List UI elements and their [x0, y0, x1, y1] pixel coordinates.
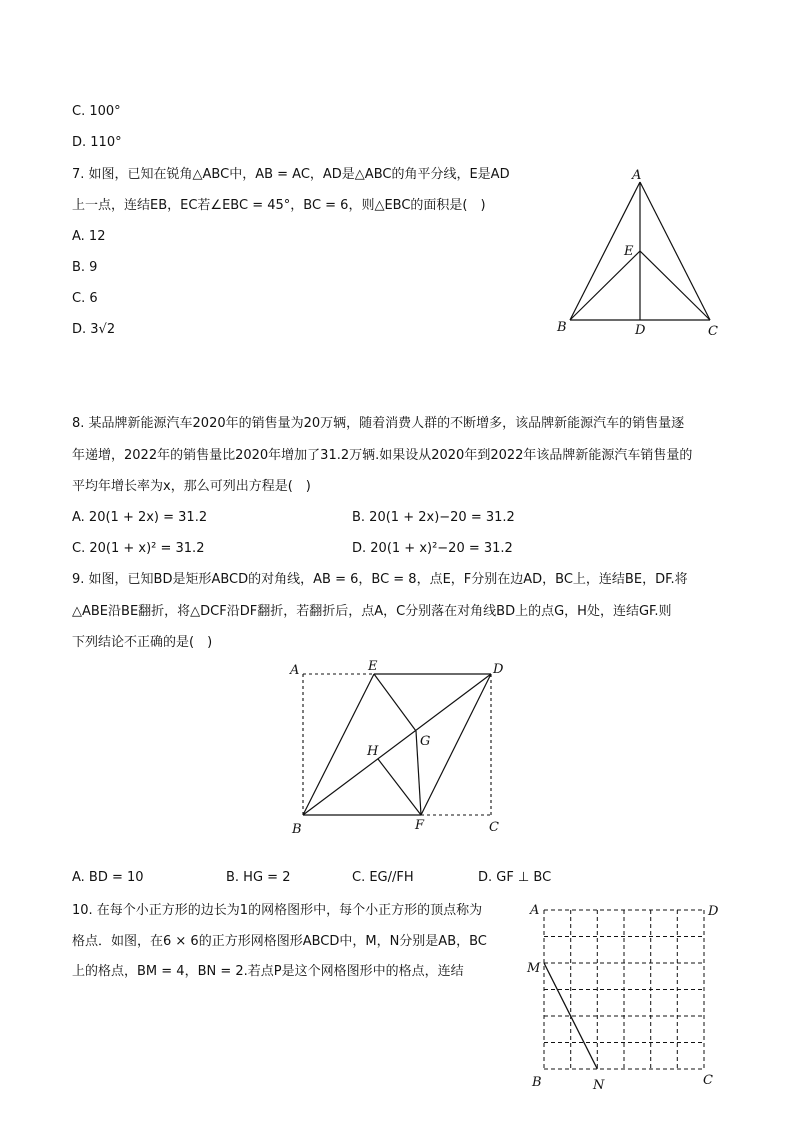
q7-label-a: A	[632, 168, 642, 183]
q9-option-a: A. BD = 10	[72, 870, 144, 885]
q7-label-e: E	[624, 244, 634, 259]
q7-option-b: B. 9	[72, 260, 98, 275]
q10-stem-line1: 10. 在每个小正方形的边长为1的网格图形中，每个小正方形的顶点称为	[72, 903, 483, 918]
q10-stem-line2: 格点．如图，在6 × 6的正方形网格图形ABCD中，M，N分别是AB，BC	[72, 934, 487, 949]
q8-option-b: B. 20(1 + 2x)−20 = 31.2	[352, 510, 515, 525]
q7-label-c: C	[708, 324, 718, 339]
q7-label-b: B	[557, 320, 567, 335]
q10-label-a: A	[530, 903, 540, 918]
q7-option-c: C. 6	[72, 291, 98, 306]
q9-label-e: E	[368, 659, 378, 674]
q8-option-c: C. 20(1 + x)² = 31.2	[72, 541, 205, 556]
q9-label-d: D	[493, 662, 504, 677]
q7-option-d: D. 3√2	[72, 322, 116, 337]
q9-option-c: C. EG//FH	[352, 870, 414, 885]
q8-stem-line1: 8. 某品牌新能源汽车2020年的销售量为20万辆，随着消费人群的不断增多，该品牌新能源汽车的销售量逐	[72, 416, 685, 431]
q9-stem-line1: 9. 如图，已知BD是矩形ABCD的对角线，AB = 6，BC = 8，点E，F分别在边AD，BC上，连结BE，DF.将	[72, 572, 688, 587]
q9-label-h: H	[367, 744, 379, 759]
q8-stem-line3: 平均年增长率为x，那么可列出方程是( )	[72, 479, 311, 494]
q6-option-d: D. 110°	[72, 135, 122, 150]
q10-label-c: C	[703, 1073, 713, 1088]
q10-label-n: N	[593, 1078, 605, 1093]
q10-label-m: M	[527, 961, 541, 976]
q10-label-d: D	[708, 904, 719, 919]
q7-option-a: A. 12	[72, 229, 106, 244]
q8-option-a: A. 20(1 + 2x) = 31.2	[72, 510, 208, 525]
q7-stem-line1: 7. 如图，已知在锐角△ABC中，AB = AC，AD是△ABC的角平分线，E是AD	[72, 167, 510, 182]
q9-label-f: F	[415, 818, 425, 833]
q9-label-c: C	[489, 820, 499, 835]
q10-label-b: B	[532, 1075, 542, 1090]
q6-option-c: C. 100°	[72, 104, 121, 119]
q9-label-g: G	[420, 734, 431, 749]
q9-stem-line2: △ABE沿BE翻折，将△DCF沿DF翻折，若翻折后，点A，C分别落在对角线BD上的点G，H处，连结GF.则	[72, 604, 672, 619]
q7-label-d: D	[635, 323, 646, 338]
q9-label-b: B	[292, 822, 302, 837]
q9-stem-line3: 下列结论不正确的是( )	[72, 635, 213, 650]
q9-label-a: A	[290, 663, 300, 678]
q8-option-d: D. 20(1 + x)²−20 = 31.2	[352, 541, 513, 556]
q9-option-b: B. HG = 2	[226, 870, 291, 885]
q9-option-d: D. GF ⊥ BC	[478, 870, 552, 885]
q10-stem-line3: 上的格点，BM = 4，BN = 2.若点P是这个网格图形中的格点，连结	[72, 964, 464, 979]
q7-stem-line2: 上一点，连结EB，EC若∠EBC = 45°，BC = 6，则△EBC的面积是( )	[72, 198, 486, 213]
q8-stem-line2: 年递增，2022年的销售量比2020年增加了31.2万辆.如果设从2020年到2022年该品牌新能源汽车销售量的	[72, 448, 693, 463]
